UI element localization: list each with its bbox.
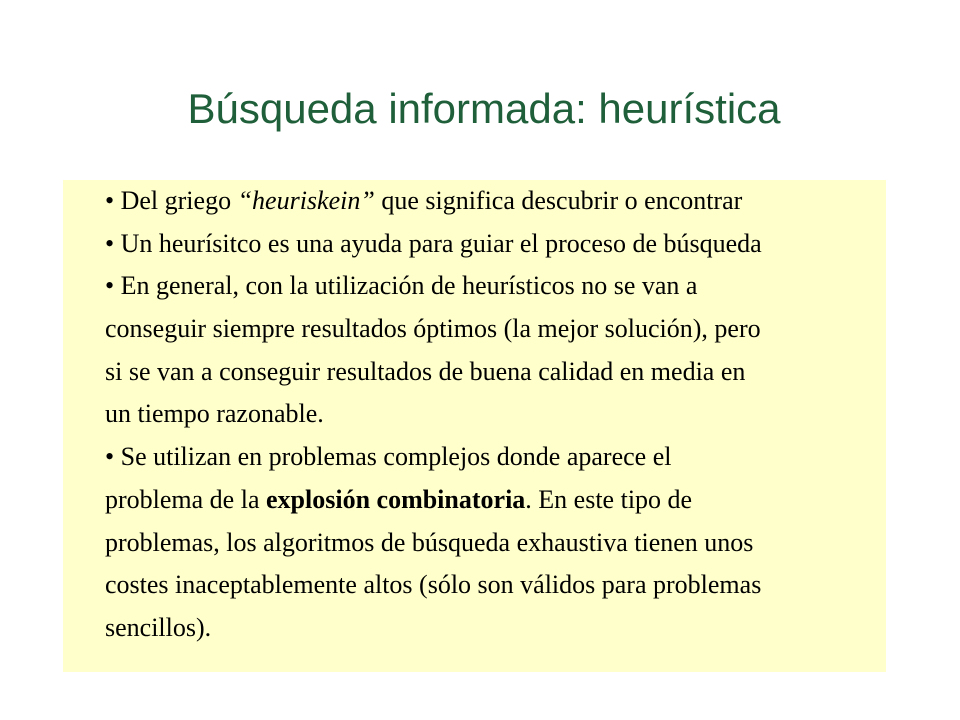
- paragraph-4-line-1: [105, 436, 905, 479]
- bullet: •: [105, 442, 115, 472]
- paragraph-1-after: que significa descubrir o encontrar: [374, 186, 743, 215]
- paragraph-3-text-1: En general, con la utilización de heurísticos no se van a: [120, 271, 698, 301]
- paragraph-3-line-2: conseguir siempre resultados óptimos (la mejor solución), pero: [105, 314, 761, 344]
- paragraph-3-line-1: [105, 265, 905, 308]
- explosion-term: explosión combinatoria: [266, 484, 526, 514]
- paragraph-4-line-2: [105, 479, 905, 522]
- paragraph-3-line-3: si se van a conseguir resultados de buena calidad en media en: [105, 356, 746, 386]
- paragraph-4-line-2-before: problema de la: [105, 484, 266, 514]
- paragraph-4-line-2-after: . En este tipo de: [525, 484, 693, 514]
- paragraph-1-before: Del griego: [120, 186, 238, 215]
- paragraph-4-line-5: sencillos).: [105, 612, 212, 642]
- content-text: [105, 180, 905, 650]
- heuriskein-term: “heuriskein”: [237, 186, 375, 215]
- paragraph-1: [105, 180, 905, 223]
- paragraph-4-text-1: Se utilizan en problemas complejos donde aparece el: [120, 442, 672, 472]
- paragraph-3-line-4: un tiempo razonable.: [105, 399, 324, 429]
- paragraph-4-line-3: problemas, los algoritmos de búsqueda exhaustiva tienen unos: [105, 527, 754, 557]
- slide-title: Búsqueda informada: heurística: [187, 85, 781, 132]
- bullet: •: [105, 228, 115, 258]
- bullet: •: [105, 186, 115, 215]
- paragraph-2-text: Un heurísitco es una ayuda para guiar el proceso de búsqueda: [120, 228, 762, 258]
- paragraph-2: [105, 223, 905, 266]
- paragraph-4-line-4: costes inaceptablemente altos (sólo son válidos para problemas: [105, 570, 762, 600]
- bullet: •: [105, 271, 115, 301]
